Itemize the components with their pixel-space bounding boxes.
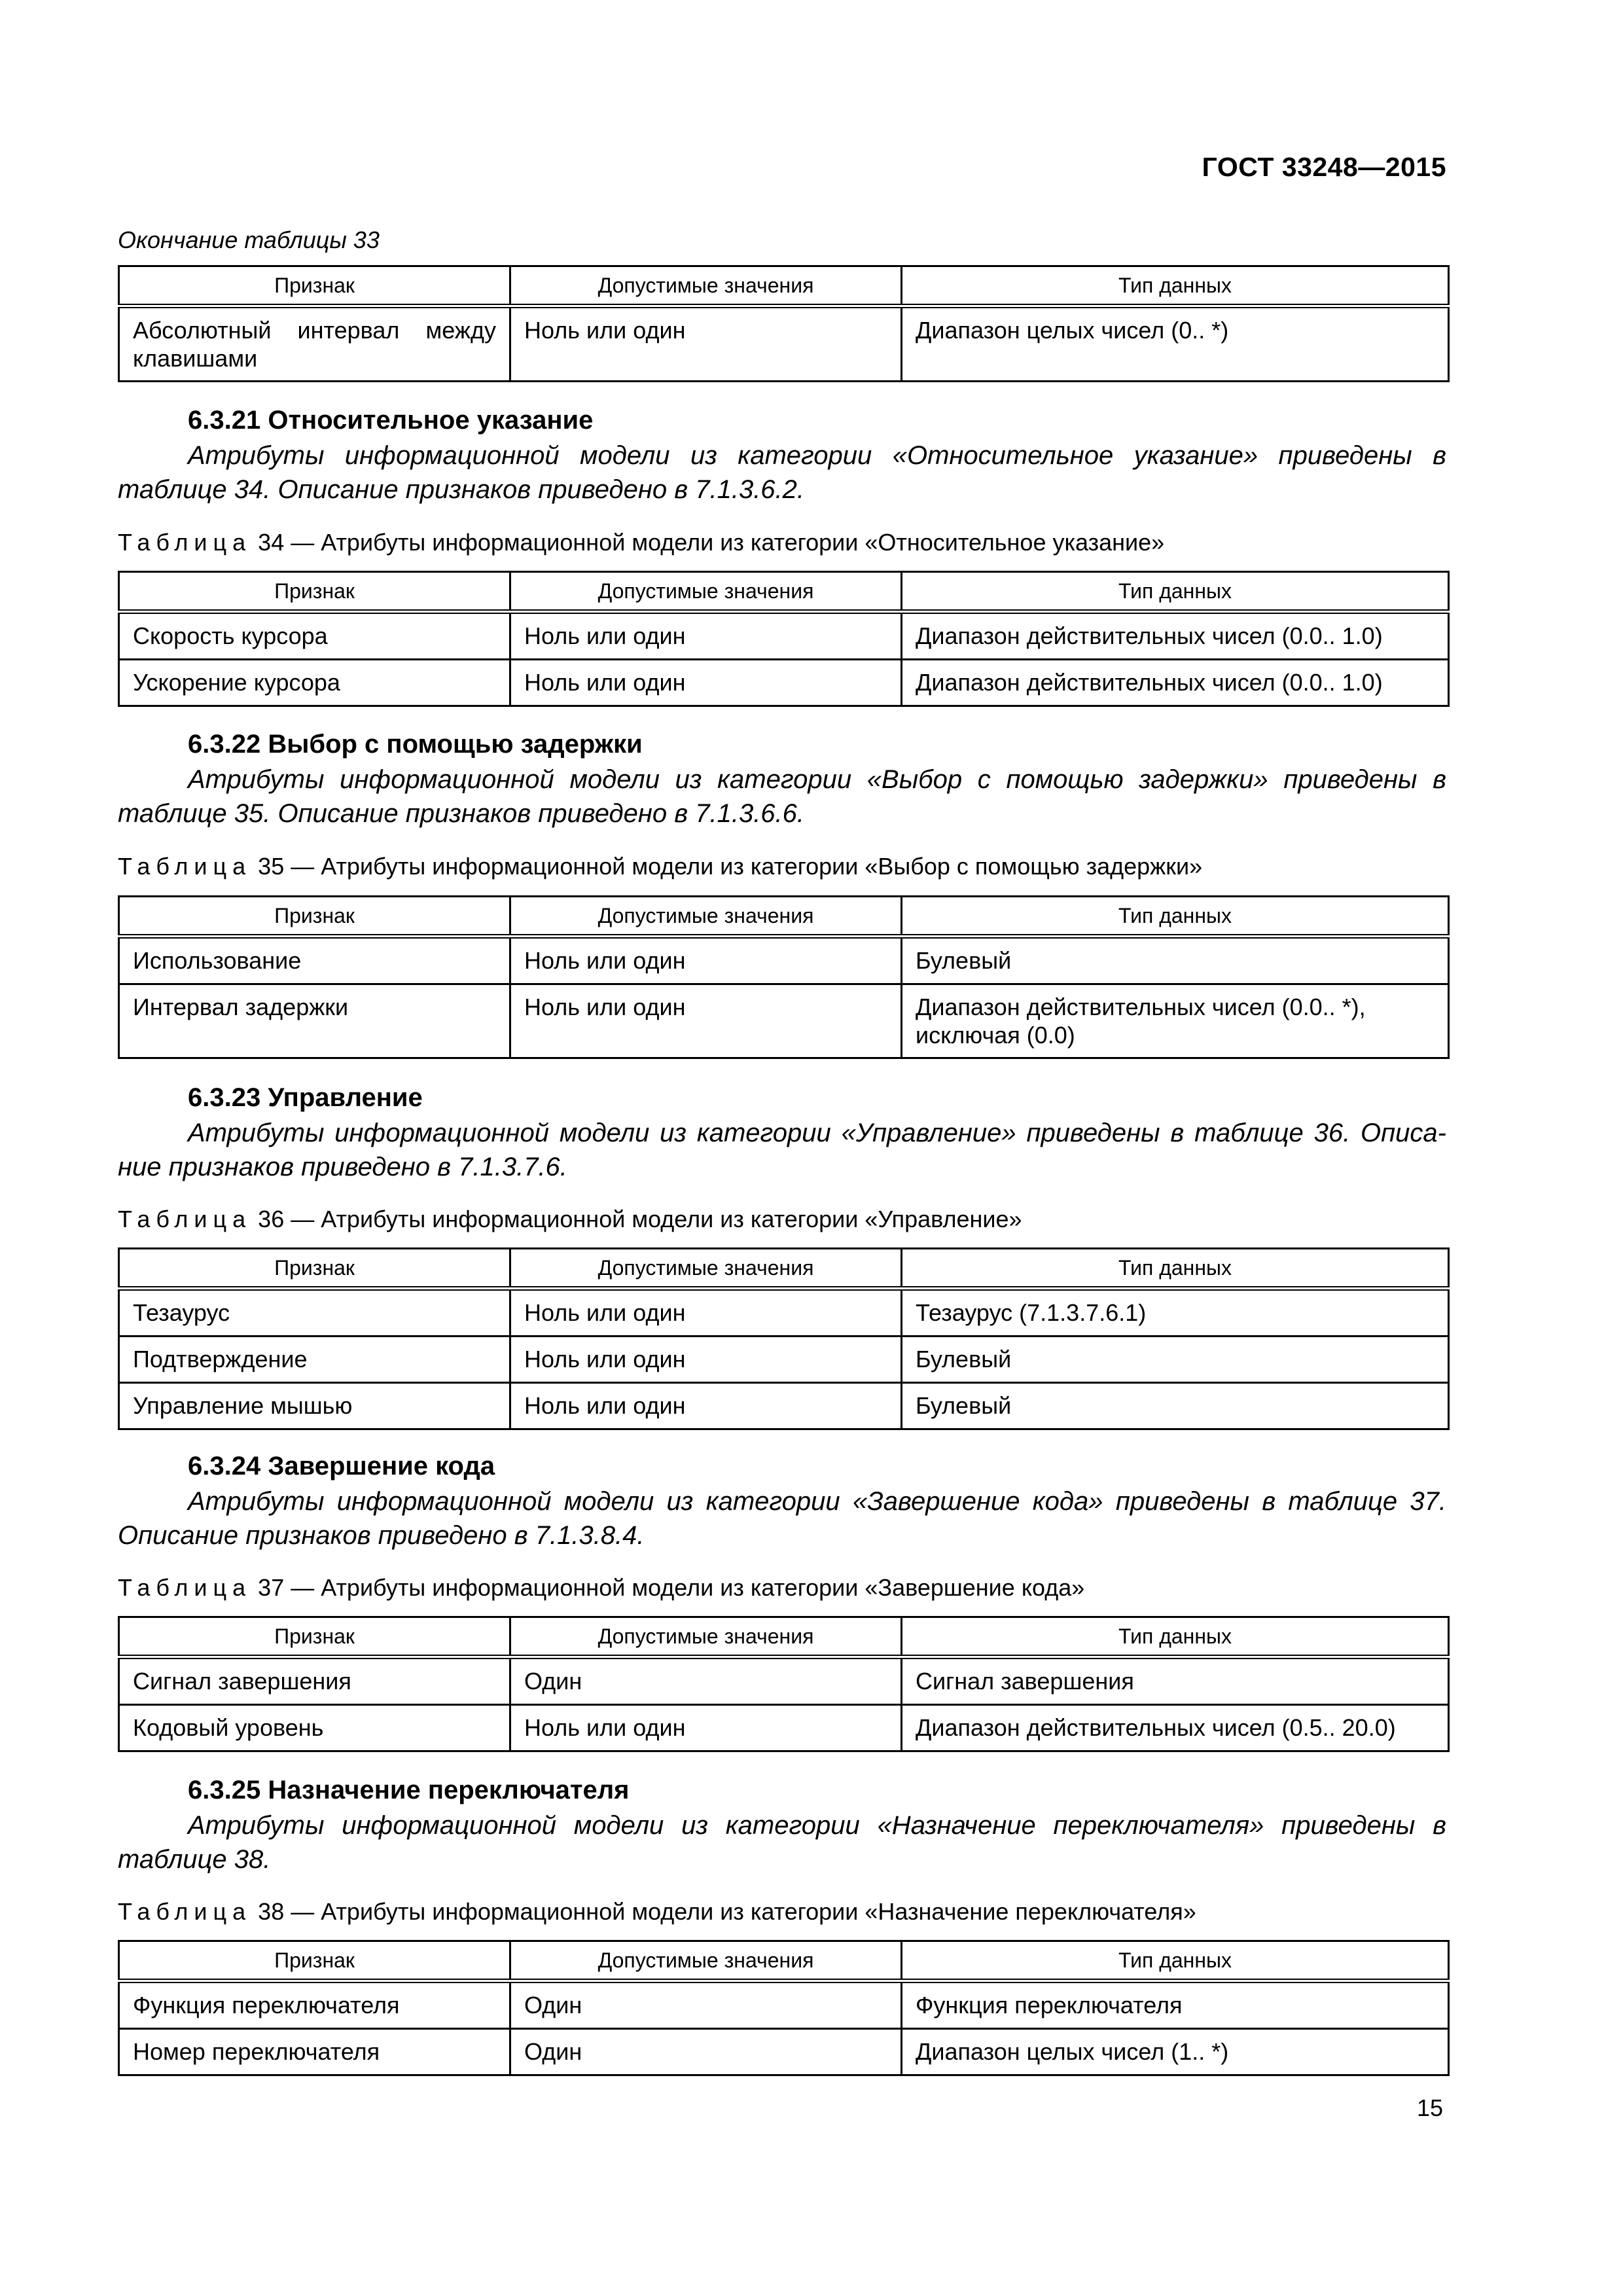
header-attribute: Признак — [119, 572, 510, 612]
section-text: Атрибуты информационной модели из категории «Назначение переключателя» приведены в таблице 38. — [118, 1811, 1446, 1874]
table-row — [119, 1705, 1449, 1751]
section-title: 6.3.23 Управление — [188, 1083, 423, 1112]
table-row — [119, 984, 1449, 1058]
table-35 — [118, 895, 1450, 1059]
table-33 — [118, 265, 1450, 382]
table-row — [119, 1657, 1449, 1705]
table-header-row — [119, 572, 1449, 612]
table-caption: Таблица 37 — Атрибуты информационной модели из категории «Завершение кода» — [118, 1574, 1085, 1601]
section-text: Атрибуты информационной модели из категории «Относительное указание» приведены в таблице 34. Описание признаков приведено в 7.1.3.6.2. — [118, 441, 1446, 504]
cell-data-type: Диапазон действительных чисел (0.0.. 1.0) — [902, 612, 1449, 660]
table-row — [119, 612, 1449, 660]
table-caption: Таблица 34 — Атрибуты информационной модели из категории «Относительное указание» — [118, 529, 1165, 556]
cell-allowed-values: Ноль или один — [510, 937, 902, 984]
table-row — [119, 937, 1449, 984]
cell-attribute: Тезаурус — [119, 1289, 510, 1336]
table-row — [119, 306, 1449, 382]
section-text: Атрибуты информационной модели из категории «Завершение кода» приведены в таблице 37. Описание признаков приведено в 7.1.3.8.4. — [118, 1487, 1446, 1550]
cell-allowed-values: Ноль или один — [510, 1336, 902, 1383]
cell-attribute: Функция переключателя — [119, 1981, 510, 2029]
cell-attribute: Сигнал завершения — [119, 1657, 510, 1705]
section-text: Атрибуты информационной модели из категории «Выбор с помощью задержки» приведены в таблице 35. Описание признаков приведено в 7.1.3.6.6. — [118, 765, 1446, 828]
cell-attribute: Ускорение курсора — [119, 660, 510, 706]
table-row — [119, 1289, 1449, 1336]
cell-attribute: Управление мышью — [119, 1383, 510, 1429]
cell-attribute: Абсолютный интервал между клавишами — [119, 306, 510, 382]
cell-attribute: Подтверждение — [119, 1336, 510, 1383]
table-36 — [118, 1247, 1450, 1430]
cell-data-type: Булевый — [902, 1336, 1449, 1383]
table-caption: Таблица 38 — Атрибуты информационной модели из категории «Назначение переключателя» — [118, 1898, 1196, 1925]
section-text: Атрибуты информационной модели из категории «Управление» приведены в таблице 36. Описа-ние признаков приведено в 7.1.3.7.6. — [118, 1119, 1446, 1181]
cell-attribute: Кодовый уровень — [119, 1705, 510, 1751]
table-header-row — [119, 897, 1449, 937]
page-number: 15 — [1416, 2094, 1443, 2121]
section-title: 6.3.24 Завершение кода — [188, 1452, 495, 1480]
cell-allowed-values: Ноль или один — [510, 1383, 902, 1429]
table-header-row — [119, 1249, 1449, 1289]
cell-data-type: Булевый — [902, 1383, 1449, 1429]
header-allowed-values: Допустимые значения — [510, 1941, 902, 1981]
cell-allowed-values: Ноль или один — [510, 1705, 902, 1751]
header-attribute: Признак — [119, 266, 510, 306]
header-data-type: Тип данных — [902, 1617, 1449, 1657]
cell-attribute: Интервал задержки — [119, 984, 510, 1058]
standard-designation: ГОСТ 33248—2015 — [1202, 152, 1446, 182]
section-title: 6.3.22 Выбор с помощью задержки — [188, 730, 643, 759]
header-allowed-values: Допустимые значения — [510, 1249, 902, 1289]
cell-attribute: Использование — [119, 937, 510, 984]
table-row — [119, 1383, 1449, 1429]
cell-allowed-values: Ноль или один — [510, 306, 902, 382]
table-row — [119, 660, 1449, 706]
header-data-type: Тип данных — [902, 1941, 1449, 1981]
cell-allowed-values: Ноль или один — [510, 660, 902, 706]
cell-allowed-values: Ноль или один — [510, 612, 902, 660]
header-attribute: Признак — [119, 1617, 510, 1657]
header-attribute: Признак — [119, 897, 510, 937]
cell-attribute: Номер переключателя — [119, 2029, 510, 2075]
header-data-type: Тип данных — [902, 266, 1449, 306]
table-header-row — [119, 1617, 1449, 1657]
table-header-row — [119, 1941, 1449, 1981]
table-row — [119, 1336, 1449, 1383]
header-allowed-values: Допустимые значения — [510, 1617, 902, 1657]
header-allowed-values: Допустимые значения — [510, 266, 902, 306]
cell-allowed-values: Ноль или один — [510, 984, 902, 1058]
cell-data-type: Булевый — [902, 937, 1449, 984]
header-data-type: Тип данных — [902, 572, 1449, 612]
table-header-row — [119, 266, 1449, 306]
cell-allowed-values: Один — [510, 1981, 902, 2029]
cell-allowed-values: Ноль или один — [510, 1289, 902, 1336]
header-allowed-values: Допустимые значения — [510, 572, 902, 612]
header-attribute: Признак — [119, 1249, 510, 1289]
table-37 — [118, 1616, 1450, 1752]
cell-data-type: Диапазон целых чисел (1.. *) — [902, 2029, 1449, 2075]
header-data-type: Тип данных — [902, 1249, 1449, 1289]
cell-data-type: Тезаурус (7.1.3.7.6.1) — [902, 1289, 1449, 1336]
section-title: 6.3.25 Назначение переключателя — [188, 1776, 630, 1804]
cell-allowed-values: Один — [510, 2029, 902, 2075]
cell-allowed-values: Один — [510, 1657, 902, 1705]
section-title: 6.3.21 Относительное указание — [188, 406, 594, 435]
header-data-type: Тип данных — [902, 897, 1449, 937]
cell-data-type: Сигнал завершения — [902, 1657, 1449, 1705]
cell-attribute: Скорость курсора — [119, 612, 510, 660]
table-row — [119, 1981, 1449, 2029]
table-continuation-label: Окончание таблицы 33 — [118, 226, 380, 253]
header-attribute: Признак — [119, 1941, 510, 1981]
cell-data-type: Диапазон действительных чисел (0.0.. *), исключая (0.0) — [902, 984, 1449, 1058]
table-caption: Таблица 36 — Атрибуты информационной модели из категории «Управление» — [118, 1206, 1022, 1232]
cell-data-type: Диапазон действительных чисел (0.0.. 1.0) — [902, 660, 1449, 706]
cell-data-type: Функция переключателя — [902, 1981, 1449, 2029]
table-34 — [118, 571, 1450, 707]
cell-data-type: Диапазон целых чисел (0.. *) — [902, 306, 1449, 382]
table-row — [119, 2029, 1449, 2075]
cell-data-type: Диапазон действительных чисел (0.5.. 20.0) — [902, 1705, 1449, 1751]
table-caption: Таблица 35 — Атрибуты информационной модели из категории «Выбор с помощью задержки» — [118, 853, 1203, 880]
header-allowed-values: Допустимые значения — [510, 897, 902, 937]
table-38 — [118, 1940, 1450, 2076]
